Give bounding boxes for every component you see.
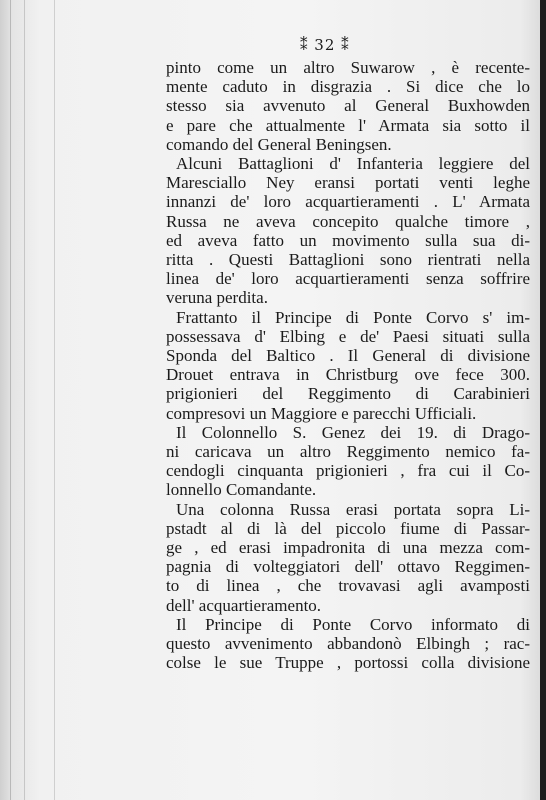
- paragraph: [166, 500, 530, 615]
- body-text: [166, 58, 530, 673]
- text-line: Russa ne aveva concepito qualche timore ,: [166, 211, 530, 231]
- text-line: Una colonna Russa erasi portata sopra Li-: [176, 499, 530, 519]
- text-line: Il Colonnello S. Genez dei 19. di Drago-: [176, 422, 530, 442]
- binding-edge: [10, 0, 11, 800]
- text-line: pagnia di volteggiatori dell' ottavo Reggimen-: [166, 557, 530, 577]
- text-line: Maresciallo Ney eransi portati venti leghe: [166, 173, 530, 193]
- scan-border: [540, 0, 546, 800]
- text-line: ed aveva fatto un movimento sulla sua di-: [166, 230, 530, 250]
- text-line: ritta . Questi Battaglioni sono rientrati nella: [166, 250, 530, 270]
- text-line: comando del General Beningsen.: [166, 134, 392, 154]
- text-line: to di linea , che trovavasi agli avamposti: [166, 576, 530, 596]
- text-line: ni caricava un altro Reggimento nemico fa-: [166, 442, 530, 462]
- ornament-right-icon: ⁑: [341, 36, 350, 54]
- text-line: lonnello Comandante.: [166, 480, 317, 500]
- text-line: stesso sia avvenuto al General Buxhowden: [166, 96, 530, 116]
- text-line: questo avvenimento abbandonò Elbingh ; rac-: [166, 634, 530, 654]
- page-number: [300, 36, 350, 54]
- text-line: pinto come un altro Suwarow , è recente-: [166, 58, 530, 77]
- text-line: linea de' loro acquartieramenti senza soffrire: [166, 269, 530, 289]
- text-line: colse le sue Truppe , portossi colla divisione: [166, 653, 530, 673]
- text-line: Il Principe di Ponte Corvo informato di: [176, 614, 530, 634]
- text-line: possessava d' Elbing e de' Paesi situati sulla: [166, 326, 530, 346]
- paragraph: [166, 154, 530, 308]
- text-line: dell' acquartieramento.: [166, 595, 322, 615]
- binding-edge: [24, 0, 25, 800]
- text-line: Alcuni Battaglioni d' Infanteria leggiere del: [176, 154, 530, 174]
- ornament-left-icon: ⁑: [300, 36, 309, 54]
- text-line: prigionieri del Reggimento di Carabinieri: [166, 384, 530, 404]
- text-line: pstadt al di là del piccolo fiume di Passar-: [166, 518, 530, 538]
- text-line: ge , ed erasi impadronita di una mezza com-: [166, 538, 530, 558]
- text-line: compresovi un Maggiore e parecchi Ufficiali.: [166, 403, 477, 423]
- binding-edge: [54, 0, 55, 800]
- text-line: mente caduto in disgrazia . Si dice che lo: [166, 77, 530, 97]
- paragraph: [166, 58, 530, 154]
- paragraph: [166, 308, 530, 423]
- page-number-value: 32: [314, 36, 336, 54]
- text-line: Drouet entrava in Christburg ove fece 300.: [166, 365, 530, 385]
- text-line: innanzi de' loro acquartieramenti . L' Armata: [166, 192, 530, 212]
- text-line: veruna perdita.: [166, 288, 268, 308]
- text-line: e pare che attualmente l' Armata sia sotto il: [166, 115, 530, 135]
- text-line: Frattanto il Principe di Ponte Corvo s' im-: [176, 307, 530, 327]
- paragraph: [166, 423, 530, 500]
- text-line: Sponda del Baltico . Il General di divisione: [166, 346, 530, 366]
- text-line: cendogli cinquanta prigionieri , fra cui il Co-: [166, 461, 530, 481]
- paragraph: [166, 615, 530, 673]
